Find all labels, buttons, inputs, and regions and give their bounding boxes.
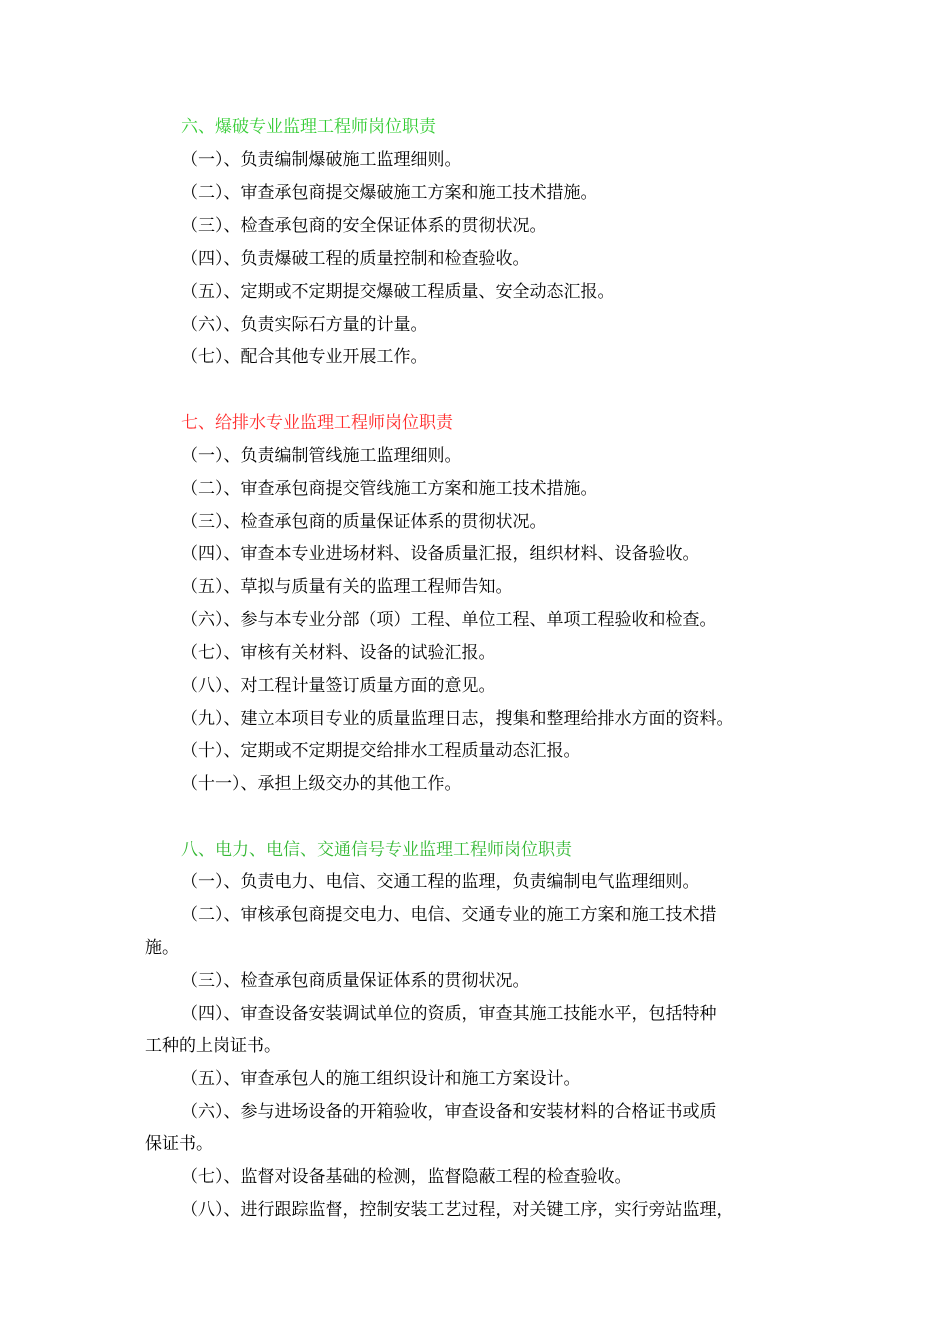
section-7-item-4: （四）、审查本专业进场材料、设备质量汇报，组织材料、设备验收。 [181, 544, 700, 564]
section-8-line-3: 施。 [145, 938, 179, 958]
section-8-line-6: 工种的上岗证书。 [145, 1036, 281, 1056]
section-7-item-9: （九）、建立本项目专业的质量监理日志，搜集和整理给排水方面的资料。 [181, 709, 734, 729]
section-7-item-2: （二）、审查承包商提交管线施工方案和施工技术措施。 [181, 479, 598, 499]
section-7-item-11: （十一）、承担上级交办的其他工作。 [181, 774, 462, 794]
section-7-item-10: （十）、定期或不定期提交给排水工程质量动态汇报。 [181, 741, 581, 761]
section-8-line-11: （八）、进行跟踪监督，控制安装工艺过程，对关键工序，实行旁站监理， [181, 1200, 734, 1220]
section-6-item-5: （五）、定期或不定期提交爆破工程质量、安全动态汇报。 [181, 282, 615, 302]
section-8-line-9: 保证书。 [145, 1134, 213, 1154]
section-8-line-10: （七）、监督对设备基础的检测，监督隐蔽工程的检查验收。 [181, 1167, 632, 1187]
section-7-item-7: （七）、审核有关材料、设备的试验汇报。 [181, 643, 496, 663]
section-7-item-8: （八）、对工程计量签订质量方面的意见。 [181, 676, 496, 696]
section-8-line-7: （五）、审查承包人的施工组织设计和施工方案设计。 [181, 1069, 581, 1089]
section-7-item-6: （六）、参与本专业分部（项）工程、单位工程、单项工程验收和检查。 [181, 610, 717, 630]
section-7-item-5: （五）、草拟与质量有关的监理工程师告知。 [181, 577, 513, 597]
section-8-line-1: （一）、负责电力、电信、交通工程的监理，负责编制电气监理细则。 [181, 872, 700, 892]
section-8-heading: 八、电力、电信、交通信号专业监理工程师岗位职责 [181, 840, 572, 860]
section-8-line-4: （三）、检查承包商质量保证体系的贯彻状况。 [181, 971, 530, 991]
section-8-line-8: （六）、参与进场设备的开箱验收，审查设备和安装材料的合格证书或质 [181, 1102, 717, 1122]
section-6-item-6: （六）、负责实际石方量的计量。 [181, 315, 428, 335]
section-8-line-2: （二）、审核承包商提交电力、电信、交通专业的施工方案和施工技术措 [181, 905, 717, 925]
section-6-heading: 六、爆破专业监理工程师岗位职责 [181, 117, 436, 137]
section-6-item-3: （三）、检查承包商的安全保证体系的贯彻状况。 [181, 216, 547, 236]
section-6-item-7: （七）、配合其他专业开展工作。 [181, 347, 428, 367]
section-6-item-1: （一）、负责编制爆破施工监理细则。 [181, 150, 462, 170]
section-6-item-4: （四）、负责爆破工程的质量控制和检查验收。 [181, 249, 530, 269]
section-7-item-3: （三）、检查承包商的质量保证体系的贯彻状况。 [181, 512, 547, 532]
section-8-line-5: （四）、审查设备安装调试单位的资质，审查其施工技能水平，包括特种 [181, 1004, 717, 1024]
section-7-item-1: （一）、负责编制管线施工监理细则。 [181, 446, 462, 466]
section-6-item-2: （二）、审查承包商提交爆破施工方案和施工技术措施。 [181, 183, 598, 203]
section-7-heading: 七、给排水专业监理工程师岗位职责 [181, 413, 453, 433]
